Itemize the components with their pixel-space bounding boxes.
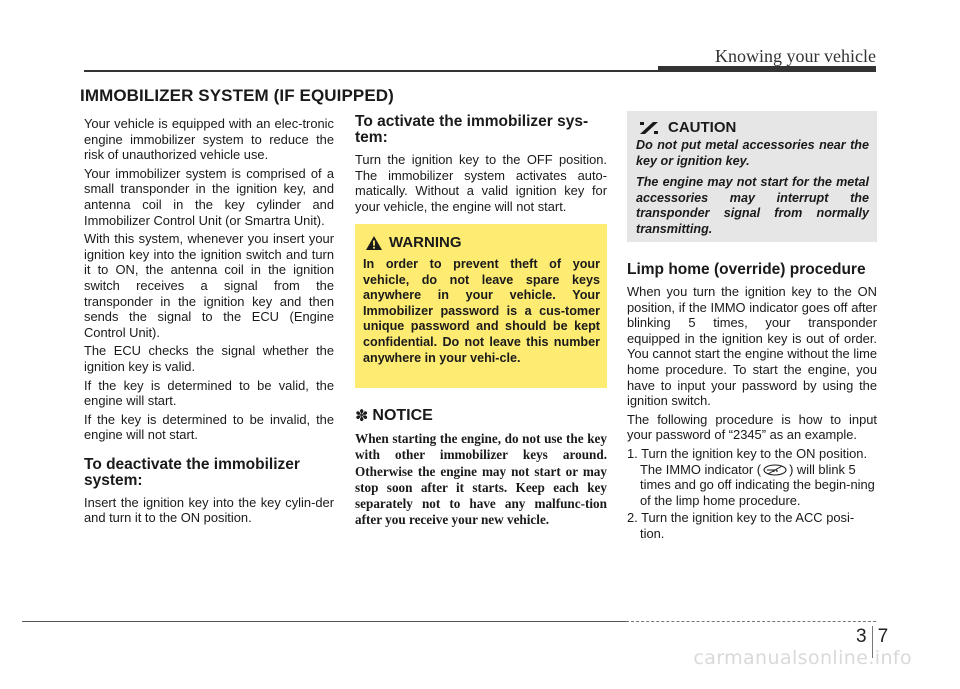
caution-slash-icon	[638, 121, 660, 135]
caution-text	[636, 138, 869, 238]
caution-box	[627, 111, 877, 242]
step-text: ) will blink 5 times and go off indicating the begin-ning of the limp home procedure.	[640, 461, 875, 508]
step-text: 1. Turn the ignition key to the ON position. The IMMO indicator (	[627, 445, 868, 477]
procedure-steps	[627, 446, 877, 542]
footer-rule	[22, 621, 626, 622]
notice-title: NOTICE	[372, 407, 433, 424]
caution-title: CAUTION	[668, 119, 737, 136]
column-2	[355, 114, 607, 217]
activate-heading: To activate the immobilizer sys-tem:	[355, 113, 589, 146]
page-number-value: 7	[877, 626, 889, 647]
paragraph: The ECU checks the signal whether the ignition key is valid.	[84, 343, 334, 374]
chapter-number: 3	[856, 626, 867, 647]
paragraph: When you turn the ignition key to the ON position, if the IMMO indicator goes off after blinking 5 times, your transponder equipped in the ignition key is out of order. You cannot start the engine without the lime home procedure. To start the engine, you have to input your password by using the ignition switch.	[627, 284, 877, 409]
warning-box	[355, 224, 607, 388]
notice-block	[355, 406, 607, 529]
warning-text: In order to prevent theft of your vehicle, do not leave spare keys anywhere in your vehicle. Your Immobilizer password is a cus-tomer unique password and should be kept confidential. Do not leave this number anywhere in your vehi-cle.	[363, 257, 600, 365]
column-1	[84, 116, 334, 529]
caution-paragraph: Do not put metal accessories near the key or ignition key.	[636, 138, 869, 168]
paragraph: If the key is determined to be invalid, the engine will not start.	[84, 411, 334, 443]
section-title: IMMOBILIZER SYSTEM (IF EQUIPPED)	[80, 86, 394, 105]
caution-paragraph: The engine may not start for the metal accessories may interrupt the transponder signal from normally transmitting.	[636, 175, 869, 236]
limp-home-heading: Limp home (override) procedure	[627, 261, 866, 278]
footer-rule-dashed	[626, 621, 876, 622]
watermark: carmanualsonline.info	[693, 647, 912, 669]
header-rule-accent	[658, 66, 876, 72]
paragraph: If the key is determined to be valid, the engine will start.	[84, 377, 334, 409]
step-item	[627, 446, 877, 508]
paragraph: With this system, whenever you insert your ignition key into the ignition switch and turn it to ON, the antenna coil in the ignition switch receives a signal from the transponder in the ignition key and then sends the signal to the ECU (Engine Control Unit).	[84, 231, 334, 340]
warning-triangle-icon	[365, 235, 383, 251]
paragraph: Your immobilizer system is comprised of a small transponder in the ignition key, and antenna coil in the key cylinder and Immobilizer Control Unit (or Smartra Unit).	[84, 165, 334, 228]
deactivate-text: Insert the ignition key into the key cylin-der and turn it to the ON position.	[84, 494, 334, 526]
warning-title: WARNING	[389, 234, 462, 251]
notice-star-icon: ✽	[355, 408, 369, 425]
immobilizer-key-icon	[762, 464, 788, 476]
step-text: 2. Turn the ignition key to the ACC posi-tion.	[627, 510, 855, 541]
notice-text: When starting the engine, do not use the key with other immobilizer keys around. Otherwise the engine may not start or may stop soon after it starts. Keep each key separately not to have any malfunc-tion after you receive your new vehicle.	[355, 431, 607, 528]
deactivate-heading: To deactivate the immobilizer system:	[84, 455, 300, 489]
column-3	[627, 262, 877, 544]
activate-text: Turn the ignition key to the OFF position. The immobilizer system activates auto-matically. Without a valid ignition key for your vehicle, the engine will not start.	[355, 152, 607, 214]
running-title: Knowing your vehicle	[715, 46, 876, 66]
step-item	[627, 510, 877, 541]
paragraph: Your vehicle is equipped with an elec-tronic engine immobilizer system to reduce the risk of unauthorized vehicle use.	[84, 116, 334, 163]
paragraph: The following procedure is how to input your password of “2345” as an example.	[627, 411, 877, 443]
